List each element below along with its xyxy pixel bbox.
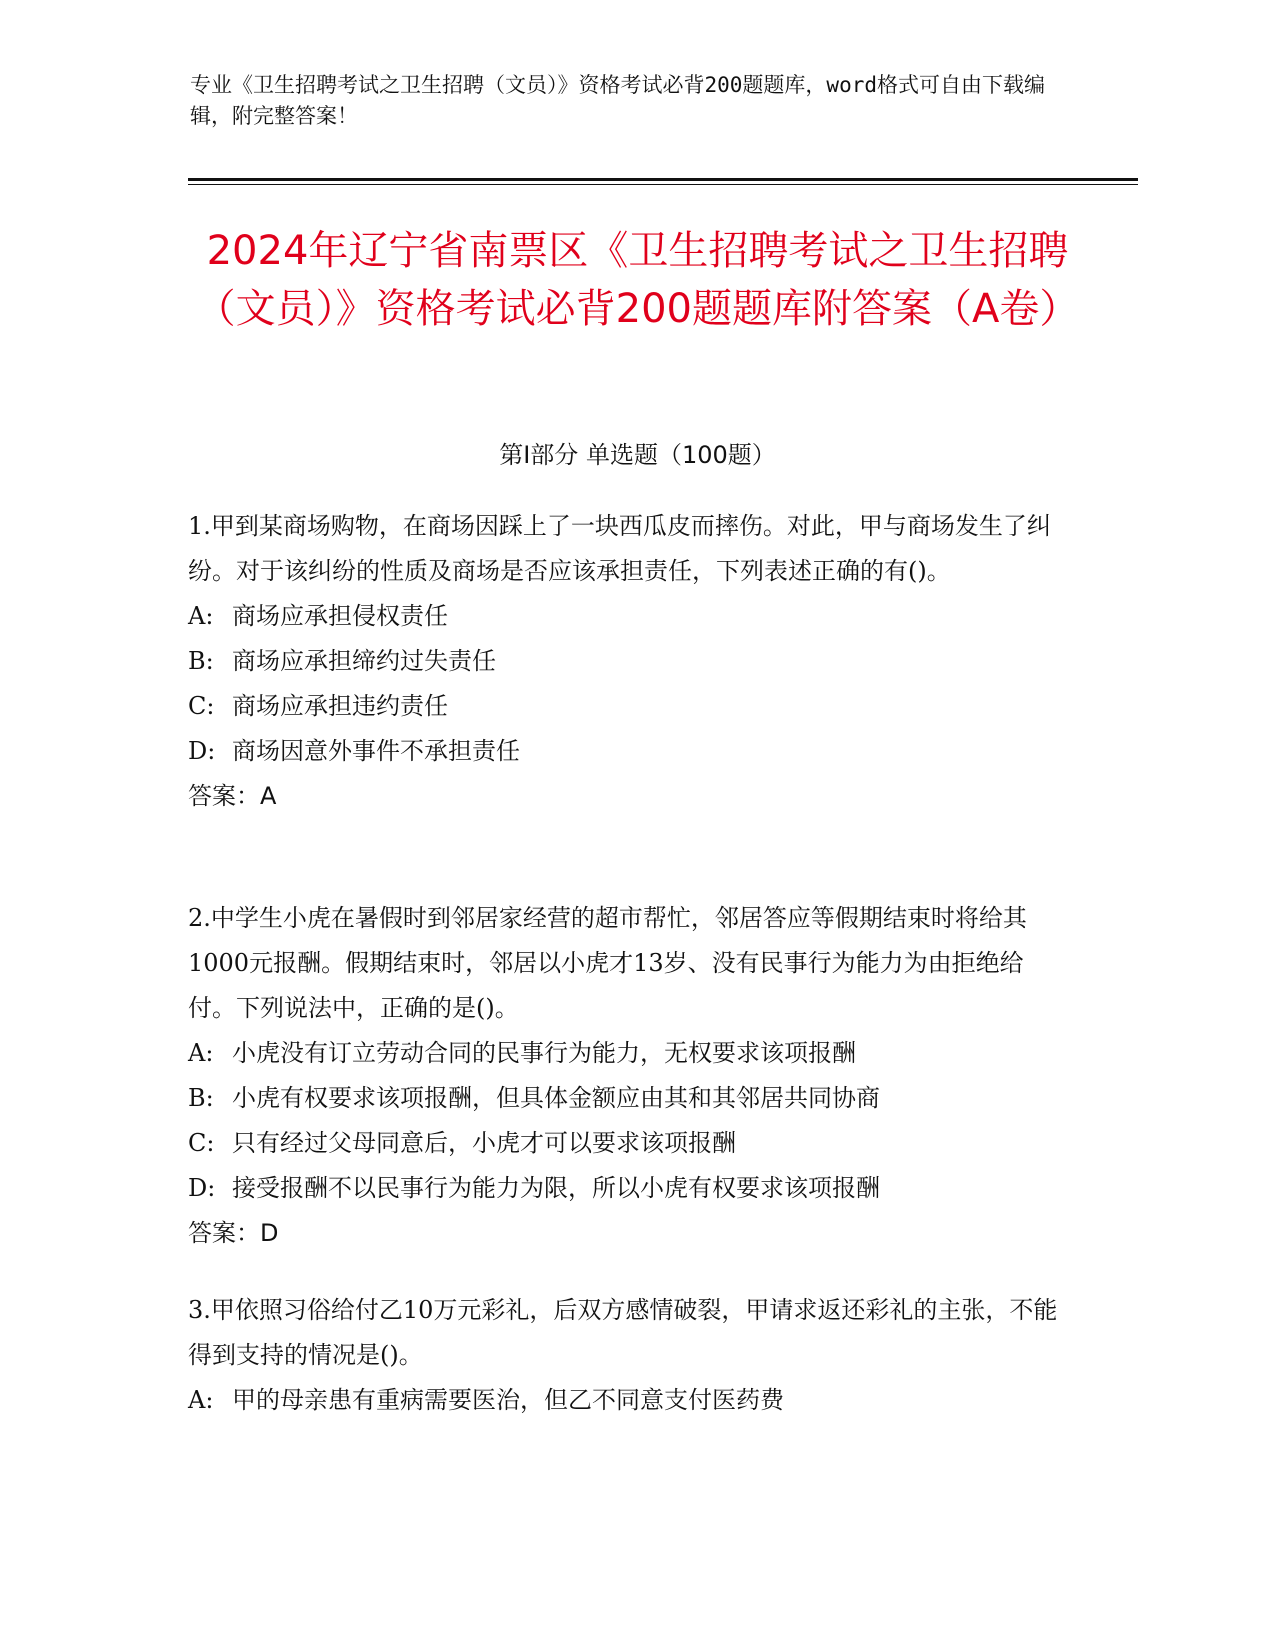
- option-text: 接受报酬不以民事行为能力为限，所以小虎有权要求该项报酬: [232, 1174, 880, 1202]
- option-b: [188, 1076, 1068, 1121]
- option-letter: D:: [188, 737, 216, 765]
- question-stem: 3.甲依照习俗给付乙10万元彩礼，后双方感情破裂，甲请求返还彩礼的主张，不能得到支持的情况是()。: [188, 1296, 1058, 1369]
- document-title: 2024年辽宁省南票区《卫生招聘考试之卫生招聘（文员）》资格考试必背200题题库附答案（A卷）: [195, 228, 1080, 332]
- option-letter: D:: [188, 1174, 216, 1202]
- section-title: 第I部分 单选题（100题）: [499, 441, 776, 469]
- option-text: 甲的母亲患有重病需要医治，但乙不同意支付医药费: [232, 1386, 784, 1414]
- question-1: [188, 504, 1068, 819]
- option-text: 小虎有权要求该项报酬，但具体金额应由其和其邻居共同协商: [232, 1084, 880, 1112]
- option-text: 商场应承担侵权责任: [232, 602, 448, 630]
- option-a: [188, 1378, 1068, 1423]
- option-text: 商场应承担违约责任: [232, 692, 448, 720]
- option-a: [188, 594, 1068, 639]
- option-letter: A:: [188, 1386, 214, 1414]
- question-2: [188, 896, 1068, 1256]
- question-stem: 1.甲到某商场购物，在商场因踩上了一块西瓜皮而摔伤。对此，甲与商场发生了纠纷。对于该纠纷的性质及商场是否应该承担责任，下列表述正确的有()。: [188, 512, 1051, 585]
- option-a: [188, 1031, 1068, 1076]
- option-letter: C:: [188, 692, 215, 720]
- option-letter: C:: [188, 1129, 215, 1157]
- option-d: [188, 1166, 1068, 1211]
- option-text: 商场因意外事件不承担责任: [232, 737, 520, 765]
- answer-label: 答案：A: [188, 782, 277, 810]
- header-divider-thick: [188, 178, 1138, 181]
- option-c: [188, 684, 1068, 729]
- option-d: [188, 729, 1068, 774]
- option-text: 商场应承担缔约过失责任: [232, 647, 496, 675]
- header-note: 专业《卫生招聘考试之卫生招聘（文员）》资格考试必背200题题库，word格式可自由下载编辑，附完整答案！: [190, 73, 1045, 128]
- question-stem: 2.中学生小虎在暑假时到邻居家经营的超市帮忙，邻居答应等假期结束时将给其1000元报酬。假期结束时，邻居以小虎才13岁、没有民事行为能力为由拒绝给付。下列说法中，正确的是()。: [188, 904, 1027, 1022]
- question-3: [188, 1288, 1068, 1423]
- option-letter: A:: [188, 602, 214, 630]
- header-divider-thin: [188, 184, 1138, 185]
- option-letter: B:: [188, 1084, 214, 1112]
- option-letter: B:: [188, 647, 214, 675]
- option-b: [188, 639, 1068, 684]
- option-text: 只有经过父母同意后，小虎才可以要求该项报酬: [232, 1129, 736, 1157]
- option-text: 小虎没有订立劳动合同的民事行为能力，无权要求该项报酬: [232, 1039, 856, 1067]
- answer-label: 答案：D: [188, 1219, 279, 1247]
- option-c: [188, 1121, 1068, 1166]
- option-letter: A:: [188, 1039, 214, 1067]
